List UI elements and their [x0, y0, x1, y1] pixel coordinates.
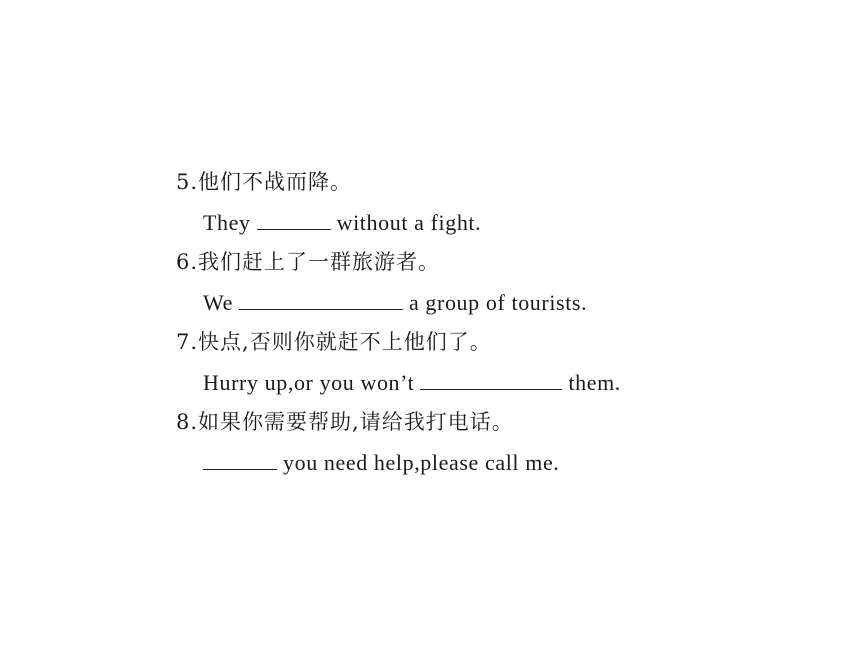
item-number: 7. — [176, 330, 199, 354]
english-text-before: We — [203, 290, 233, 315]
answer-blank[interactable] — [420, 362, 562, 390]
chinese-sentence: 快点,否则你就赶不上他们了。 — [198, 330, 492, 354]
translation-exercise — [176, 162, 776, 482]
answer-blank[interactable] — [239, 282, 403, 310]
item-7-english-sentence — [176, 362, 776, 402]
chinese-sentence: 他们不战而降。 — [198, 170, 353, 194]
item-number: 5. — [176, 170, 199, 194]
item-number: 8. — [176, 410, 199, 434]
english-text-after: you need help,please call me. — [283, 450, 560, 475]
item-8-chinese-prompt — [176, 402, 776, 442]
item-number: 6. — [176, 250, 199, 274]
answer-blank[interactable] — [203, 442, 277, 470]
english-text-after: a group of tourists. — [408, 290, 588, 315]
english-text-before: They — [203, 210, 251, 235]
item-5-english-sentence — [176, 202, 776, 242]
chinese-sentence: 我们赶上了一群旅游者。 — [198, 250, 441, 274]
item-7-chinese-prompt — [176, 322, 776, 362]
item-6-english-sentence — [176, 282, 776, 322]
chinese-sentence: 如果你需要帮助,请给我打电话。 — [198, 410, 514, 434]
english-text-after: without a fight. — [336, 210, 482, 235]
item-8-english-sentence — [176, 442, 776, 482]
item-6-chinese-prompt — [176, 242, 776, 282]
answer-blank[interactable] — [257, 202, 331, 230]
english-text-after: them. — [568, 370, 621, 395]
english-text-before: Hurry up,or you won’t — [203, 370, 415, 395]
item-5-chinese-prompt — [176, 162, 776, 202]
